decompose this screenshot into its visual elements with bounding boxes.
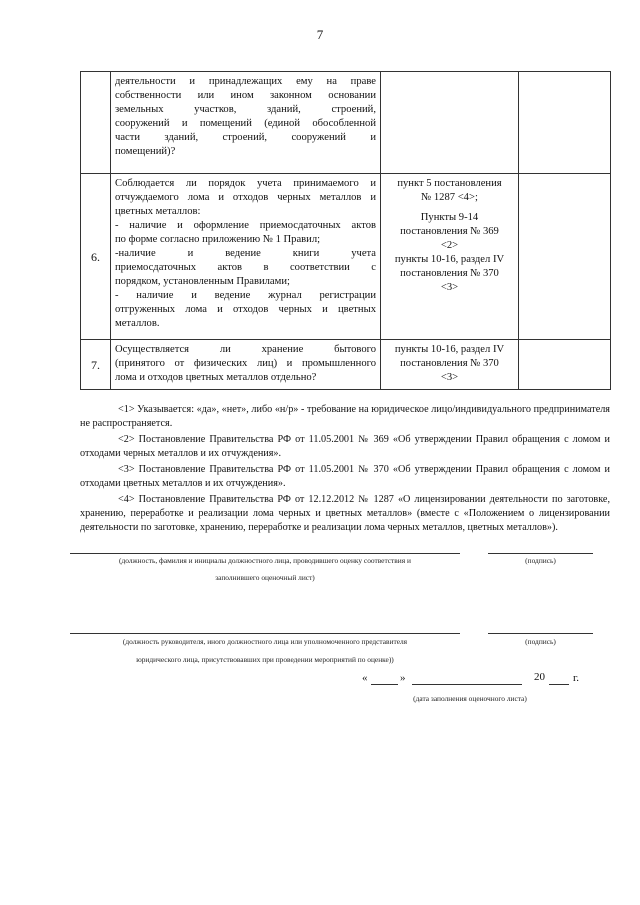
date-caption: (дата заполнения оценочного листа) [413, 694, 527, 703]
requirement-line: собственности или ином законном основании [115, 90, 376, 101]
official-caption-cont: заполнившего оценочный лист) [215, 573, 315, 582]
reference-line: пункты 10-16, раздел IV [394, 254, 505, 265]
official-signature-line [488, 553, 593, 554]
footnote-4: <4> Постановление Правительства РФ от 12.12.2012 № 1287 «О лицензировании деятельности по заготовке, хранению, переработке и реализации лома черных и цветных металлов» (вместе с «Положением о лицензировании деятельности по заготовке, хранению, переработке и реализации лома черных металлов, цветных металлов»). [80, 494, 610, 533]
legal-reference [381, 340, 519, 390]
requirement-line: земельных участков, зданий, строений, [115, 104, 376, 115]
official-signature-caption: (подпись) [525, 556, 556, 565]
reference-line: постановления № 369 [400, 226, 499, 237]
page-number: 7 [316, 27, 324, 42]
legal-reference [381, 72, 519, 174]
requirement-line: порядком, установленным Правилами; [115, 276, 290, 287]
row-number [81, 72, 111, 174]
date-year-suffix: г. [573, 672, 580, 684]
requirement-text [111, 72, 381, 174]
requirement-line: Осуществляется ли хранение бытового [115, 344, 376, 355]
requirement-line: сооружений и помещений (единой обособленной [115, 118, 376, 129]
manager-signature-line [488, 633, 593, 634]
requirement-line: металлов. [115, 318, 160, 329]
row-number: 6. [81, 174, 111, 340]
requirement-text [111, 340, 381, 390]
date-year-line [549, 684, 569, 685]
requirement-line: (принятого от физических лиц) и промышленного [115, 358, 376, 369]
row-number: 7. [81, 340, 111, 390]
reference-line: <3> [440, 282, 459, 293]
manager-caption-cont: юридического лица, присутствовавших при проведении мероприятий по оценке)) [136, 655, 394, 664]
reference-line: пункт 5 постановления [397, 178, 502, 189]
reference-line: Пункты 9-14 [420, 212, 479, 223]
requirement-line: -наличие и ведение книги учета [115, 248, 376, 259]
reference-line: <3> [440, 372, 459, 383]
reference-line: № 1287 <4>; [421, 192, 478, 203]
requirement-line: Соблюдается ли порядок учета принимаемого и [115, 178, 376, 189]
answer-cell [519, 72, 611, 174]
requirement-line: отчуждаемого лома и отходов черных металлов и [115, 192, 376, 203]
requirement-line: лома и отходов цветных металлов отдельно? [115, 372, 317, 383]
table-row [81, 174, 611, 340]
date-day-line [371, 684, 398, 685]
footnote-1: <1> Указывается: «да», «нет», либо «н/р» - требование на юридическое лицо/индивидуального предпринимателя не распространяется. [80, 404, 610, 429]
manager-line [70, 633, 460, 634]
footnote-3: <3> Постановление Правительства РФ от 11.05.2001 № 370 «Об утверждении Правил обращения с ломом и отходами цветных металлов и их отчуждения». [80, 464, 610, 489]
evaluation-table [80, 71, 611, 390]
manager-signature-caption: (подпись) [525, 637, 556, 646]
requirement-text [111, 174, 381, 340]
requirement-line: цветных металлов: [115, 206, 201, 217]
table-row [81, 340, 611, 390]
requirement-line: деятельности и принадлежащих ему на праве [115, 76, 376, 87]
date-close-quote: » [400, 672, 406, 684]
requirement-line: отгруженных лома и отходов черных и цветных [115, 304, 376, 315]
requirement-line: по форме согласно приложению № 1 Правил; [115, 234, 321, 245]
requirement-line: приемосдаточных актов в соответствии с [115, 262, 376, 273]
manager-caption: (должность руководителя, иного должностного лица или уполномоченного представителя [122, 637, 408, 646]
answer-cell [519, 174, 611, 340]
date-month-line [412, 684, 522, 685]
requirement-line: помещений)? [115, 146, 176, 157]
requirement-line: - наличие и оформление приемосдаточных актов [115, 220, 376, 231]
reference-line: постановления № 370 [400, 268, 499, 279]
requirement-line: - наличие и ведение журнал регистрации [115, 290, 376, 301]
date-year-prefix: 20 [534, 671, 545, 683]
table-row [81, 72, 611, 174]
footnote-2: <2> Постановление Правительства РФ от 11.05.2001 № 369 «Об утверждении Правил обращения с ломом и отходами черных металлов и их отчуждения». [80, 434, 610, 459]
official-line [70, 553, 460, 554]
reference-line: постановления № 370 [400, 358, 499, 369]
reference-line: пункты 10-16, раздел IV [394, 344, 505, 355]
date-open-quote: « [362, 672, 368, 684]
reference-line: <2> [440, 240, 459, 251]
legal-reference [381, 174, 519, 340]
footnotes [80, 403, 610, 537]
requirement-line: части зданий, строений, сооружений и [115, 132, 376, 143]
official-caption: (должность, фамилия и инициалы должностного лица, проводившего оценку соответствия и [119, 556, 411, 565]
answer-cell [519, 340, 611, 390]
